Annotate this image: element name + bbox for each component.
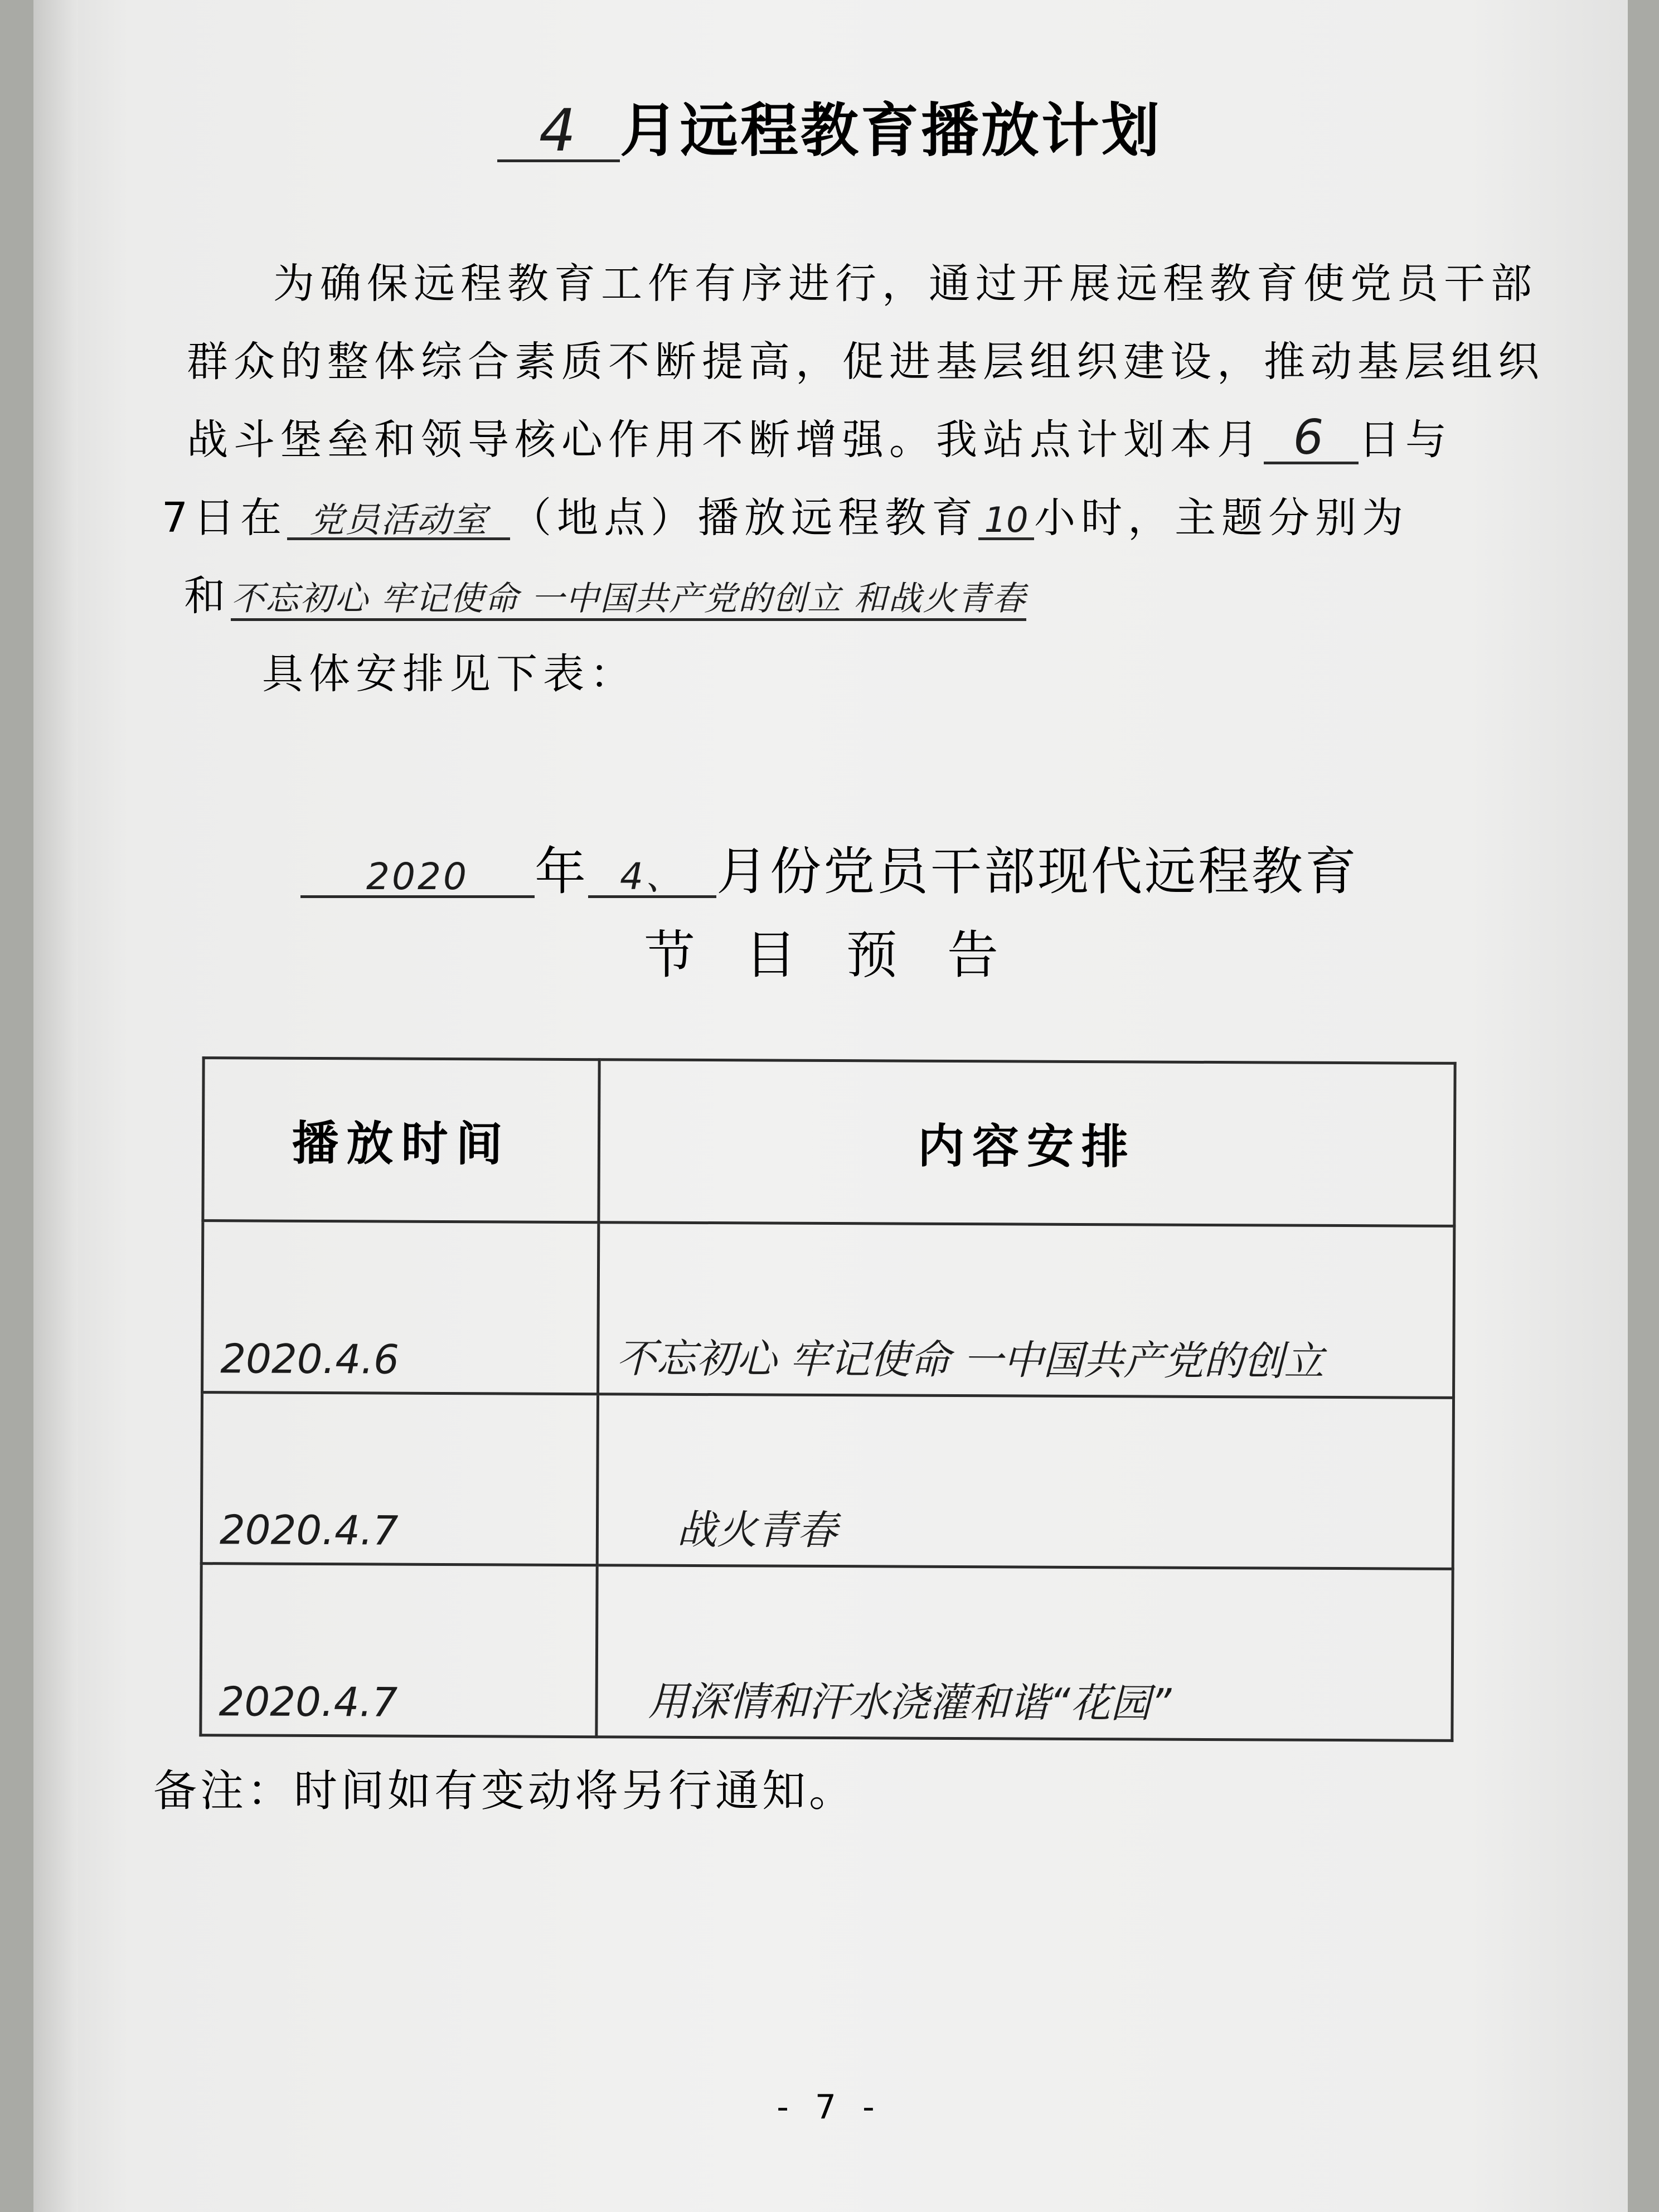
table-subtitle: 节 目 预 告 — [644, 925, 1015, 985]
title-month-handwritten: 4 — [497, 101, 620, 162]
intro-line-1: 为确保远程教育工作有序进行，通过开展远程教育使党员干部 — [273, 260, 1537, 308]
intro-line-4 — [162, 485, 1409, 544]
intro-line-4-text-a: 7日在 — [162, 494, 288, 542]
header-time: 播放时间 — [203, 1058, 599, 1223]
intro-line-6: 具体安排见下表： — [262, 650, 637, 698]
day-handwritten: 6 — [1264, 414, 1359, 464]
topics-handwritten: 不忘初心 牢记使命 一中国共产党的创立 和战火青春 — [231, 579, 1026, 621]
footnote: 备注：时间如有变动将另行通知。 — [153, 1766, 856, 1816]
table-title — [0, 831, 1659, 904]
table-row — [201, 1564, 1453, 1740]
table-month-handwritten: 4、 — [588, 858, 716, 898]
row-3-content: 用深情和汗水浇灌和谐“花园” — [596, 1565, 1453, 1740]
table-row — [202, 1221, 1454, 1398]
row-1-date: 2020.4.6 — [202, 1221, 599, 1394]
year-label: 年 — [534, 842, 588, 901]
location-handwritten: 党员活动室 — [287, 503, 510, 540]
hours-handwritten: 10 — [978, 503, 1034, 540]
table-header-row — [203, 1058, 1455, 1226]
intro-line-4-text-c: 小时，主题分别为 — [1034, 494, 1409, 542]
intro-line-3-text-b: 日与 — [1359, 416, 1452, 464]
schedule-table — [199, 1056, 1456, 1742]
page-title — [0, 84, 1659, 167]
intro-line-5 — [184, 563, 1026, 622]
intro-line-5-text-a: 和 — [184, 572, 231, 620]
year-handwritten: 2020 — [300, 858, 535, 898]
intro-line-4-text-b: （地点）播放远程教育 — [510, 494, 979, 542]
row-1-content: 不忘初心 牢记使命 一中国共产党的创立 — [598, 1223, 1454, 1398]
title-text: 月远程教育播放计划 — [619, 96, 1162, 164]
row-2-content: 战火青春 — [597, 1394, 1453, 1569]
page-number: - 7 - — [777, 2088, 882, 2127]
intro-line-3 — [187, 407, 1452, 466]
book-spine-shadow — [33, 0, 78, 2212]
intro-line-2: 群众的整体综合素质不断提高，促进基层组织建设，推动基层组织 — [187, 338, 1545, 386]
header-content: 内容安排 — [599, 1060, 1455, 1226]
intro-line-3-text-a: 战斗堡垒和领导核心作用不断增强。我站点计划本月 — [187, 416, 1264, 464]
table-row — [201, 1392, 1453, 1569]
row-3-date: 2020.4.7 — [201, 1564, 597, 1737]
row-2-date: 2020.4.7 — [201, 1392, 598, 1565]
table-title-rest: 月份党员干部现代远程教育 — [716, 842, 1359, 901]
